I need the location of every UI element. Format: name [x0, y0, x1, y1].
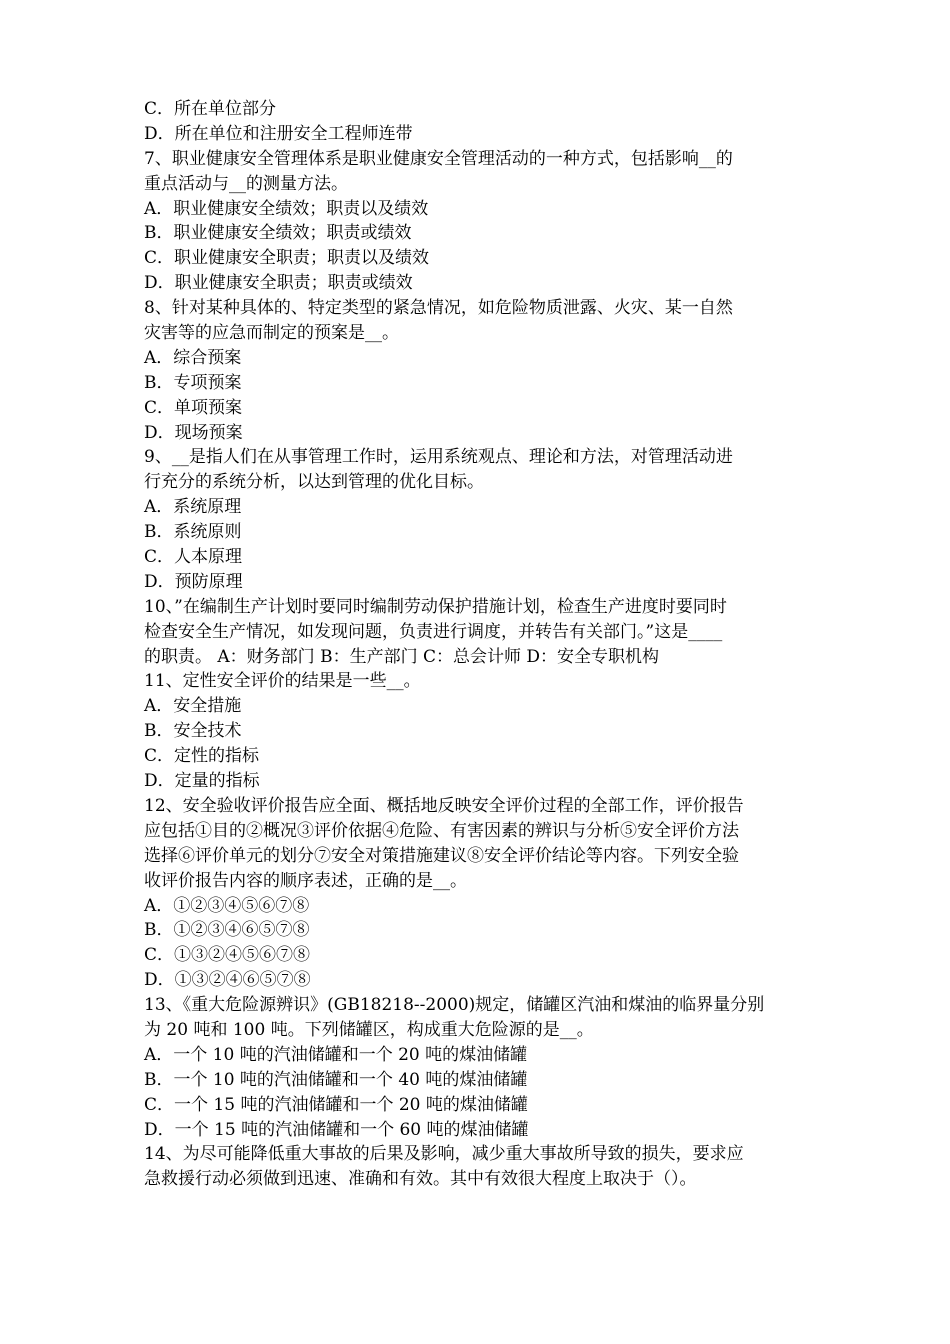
text-line: 灾害等的应急而制定的预案是__。 [144, 323, 399, 344]
text-line: D．职业健康安全职责；职责或绩效 [144, 273, 413, 294]
text-line: B．安全技术 [144, 721, 242, 742]
text-line: 14、为尽可能降低重大事故的后果及影响，减少重大事故所导致的损失，要求应 [144, 1144, 744, 1165]
text-line: 选择⑥评价单元的划分⑦安全对策措施建议⑧安全评价结论等内容。下列安全验 [144, 845, 739, 866]
text-line: D．现场预案 [144, 422, 243, 443]
text-line: B．系统原则 [144, 522, 242, 543]
text-line: 8、针对某种具体的、特定类型的紧急情况，如危险物质泄露、火灾、某一自然 [144, 298, 733, 319]
text-line: A．职业健康安全绩效；职责以及绩效 [144, 198, 429, 219]
text-line: D．定量的指标 [144, 771, 260, 792]
text-line: B．职业健康安全绩效；职责或绩效 [144, 223, 412, 244]
text-line: B．①②③④⑥⑤⑦⑧ [144, 920, 310, 941]
text-line: 10、”在编制生产计划时要同时编制劳动保护措施计划，检查生产进度时要同时 [144, 596, 727, 617]
text-line: 7、职业健康安全管理体系是职业健康安全管理活动的一种方式，包括影响__的 [144, 148, 733, 169]
text-line: 收评价报告内容的顺序表述，正确的是__。 [144, 870, 467, 891]
text-line: C．人本原理 [144, 547, 243, 568]
text-line: 检查安全生产情况，如发现问题，负责进行调度，并转告有关部门。”这是____ [144, 621, 723, 642]
text-line: C．所在单位部分 [144, 99, 277, 119]
text-line: A．安全措施 [144, 696, 242, 717]
text-line: A．①②③④⑤⑥⑦⑧ [144, 895, 310, 916]
text-line: A．综合预案 [144, 347, 242, 368]
text-line: D．一个 15 吨的汽油储罐和一个 60 吨的煤油储罐 [144, 1119, 529, 1140]
text-line: C．定性的指标 [144, 746, 260, 767]
text-line: B．专项预案 [144, 372, 242, 393]
text-line: C．职业健康安全职责；职责以及绩效 [144, 248, 430, 269]
text-line: C．一个 15 吨的汽油储罐和一个 20 吨的煤油储罐 [144, 1094, 528, 1115]
text-line: 12、安全验收评价报告应全面、概括地反映安全评价过程的全部工作，评价报告 [144, 795, 744, 816]
text-line: A．系统原理 [144, 497, 242, 518]
text-line: 的职责。 A：财务部门 B：生产部门 C：总会计师 D：安全专职机构 [144, 646, 660, 667]
text-line: 13、《重大危险源辨识》(GB18218--2000)规定，储罐区汽油和煤油的临界量分别 [144, 995, 765, 1016]
document-body [144, 97, 814, 1192]
text-line: 重点活动与__的测量方法。 [144, 173, 348, 194]
text-line: D．①③②④⑥⑤⑦⑧ [144, 970, 311, 991]
text-line: D．所在单位和注册安全工程师连带 [144, 123, 413, 144]
text-line: A．一个 10 吨的汽油储罐和一个 20 吨的煤油储罐 [144, 1044, 528, 1065]
text-line: 9、__是指人们在从事管理工作时，运用系统观点、理论和方法，对管理活动进 [144, 447, 733, 468]
text-line: C．①③②④⑤⑥⑦⑧ [144, 945, 311, 966]
text-line: 急救援行动必须做到迅速、准确和有效。其中有效很大程度上取决于（）。 [144, 1169, 697, 1190]
text-line: 行充分的系统分析，以达到管理的优化目标。 [144, 472, 484, 493]
text-line: D．预防原理 [144, 571, 243, 592]
text-line: 11、定性安全评价的结果是一些__。 [144, 671, 421, 692]
text-line: 应包括①目的②概况③评价依据④危险、有害因素的辨识与分析⑤安全评价方法 [144, 820, 739, 841]
text-line: C．单项预案 [144, 397, 243, 418]
text-line: 为 20 吨和 100 吨。下列储罐区，构成重大危险源的是__。 [144, 1019, 594, 1040]
text-line: B．一个 10 吨的汽油储罐和一个 40 吨的煤油储罐 [144, 1069, 528, 1090]
